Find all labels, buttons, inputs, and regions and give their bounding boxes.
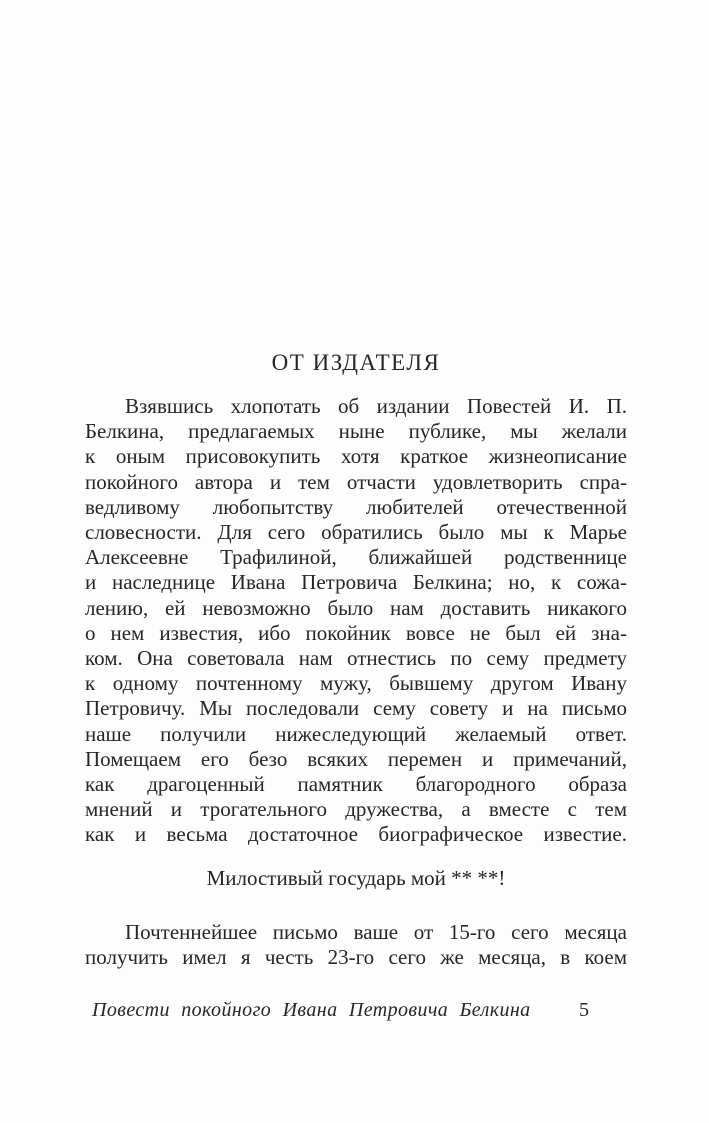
chapter-title: ОТ ИЗДАТЕЛЯ xyxy=(271,350,441,375)
text-line: мнений и трогательного дружества, а вместе с тем xyxy=(85,797,627,822)
text-line: словесности. Для сего обратились было мы к Марье xyxy=(85,520,627,545)
publisher-foreword-paragraph xyxy=(85,394,627,848)
text-line: ком. Она советовала нам отнестись по сему предмету xyxy=(85,646,627,671)
running-title: Повести покойного Ивана Петровича Белкина xyxy=(92,999,531,1021)
text-line: наше получили нижеследующий желаемый ответ. xyxy=(85,721,627,746)
text-line: о нем известия, ибо покойник вовсе не был ей зна- xyxy=(85,620,627,645)
page-number: 5 xyxy=(579,999,589,1021)
text-line: как драгоценный памятник благородного образа xyxy=(85,772,627,797)
page-footer xyxy=(85,998,627,1022)
text-line: Почтеннейшее письмо ваше от 15-го сего месяца xyxy=(125,920,627,944)
text-line: и наследнице Ивана Петровича Белкина; но, к сожа- xyxy=(85,570,627,595)
text-line: к одному почтенному мужу, бывшему другом Ивану xyxy=(85,671,627,696)
text-line: Алексеевне Трафилиной, ближайшей родственнице xyxy=(85,545,627,570)
text-line: как и весьма достаточное биографическое известие. xyxy=(85,822,627,847)
text-line: покойного автора и тем отчасти удовлетворить спра- xyxy=(85,469,627,494)
text-line: ведливому любопытству любителей отечественной xyxy=(85,494,627,519)
letter-salutation: Милостивый государь мой ** **! xyxy=(206,866,506,890)
text-line: Петровичу. Мы последовали сему совету и на письмо xyxy=(85,696,627,721)
text-line: лению, ей невозможно было нам доставить никакого xyxy=(85,595,627,620)
text-line: Белкина, предлагаемых ныне публике, мы желали xyxy=(85,419,627,444)
text-line: получить имел я честь 23-го сего же месяца, в коем xyxy=(85,945,627,970)
text-line: Взявшись хлопотать об издании Повестей И. П. xyxy=(125,394,627,418)
text-line: к оным присовокупить хотя краткое жизнеописание xyxy=(85,444,627,469)
letter-opening-paragraph xyxy=(85,920,627,970)
text-line: Помещаем его безо всяких перемен и примечаний, xyxy=(85,746,627,771)
